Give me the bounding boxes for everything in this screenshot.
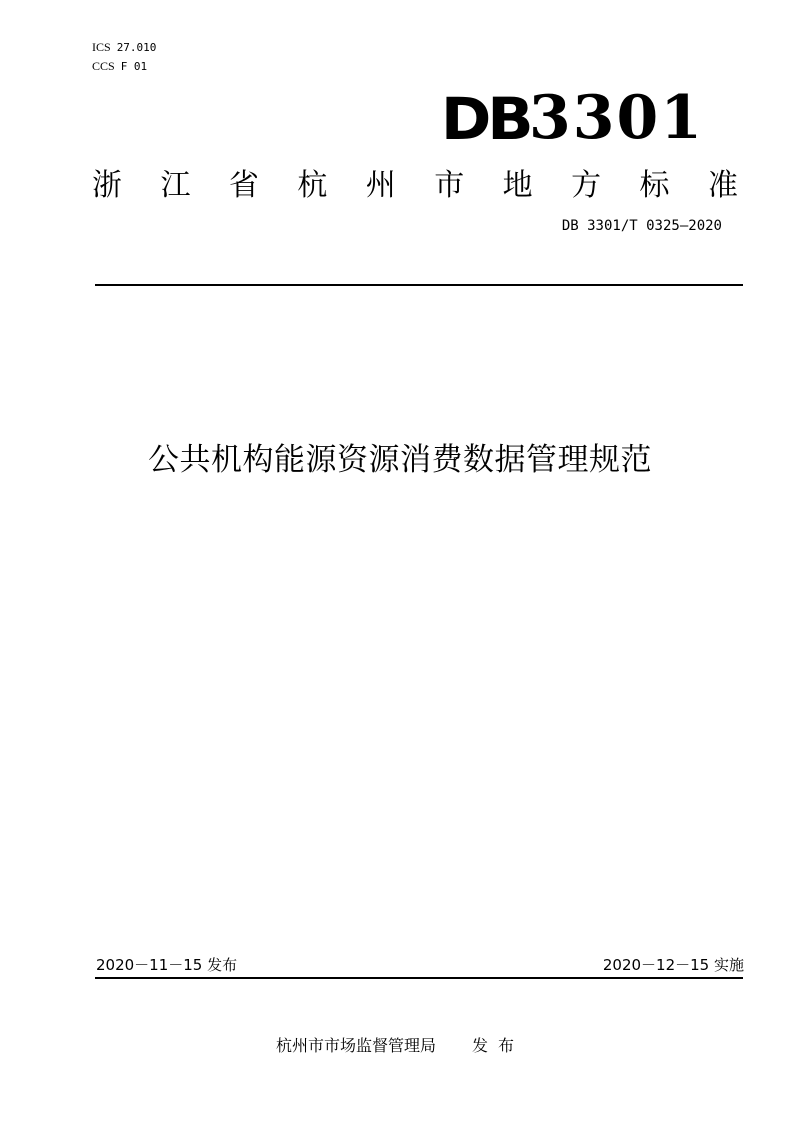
classification-block (92, 38, 156, 76)
issuer-name: 杭州市市场监督管理局 (275, 1036, 436, 1055)
standard-type-char: 浙 (92, 168, 122, 203)
standard-number: DB 3301/T 0325—2020 (561, 218, 722, 234)
standard-type-char: 州 (365, 168, 396, 203)
ccs-line (92, 57, 156, 76)
ccs-label: CCS (92, 59, 115, 73)
standard-type-char: 方 (571, 168, 602, 203)
ics-value: 27.010 (116, 41, 157, 54)
standard-type-char: 市 (434, 168, 465, 203)
standard-type-char: 准 (707, 168, 738, 203)
standard-type-heading (92, 168, 738, 204)
db-logo-code: 3301 (529, 83, 704, 153)
document-title: 公共机构能源资源消费数据管理规范 (148, 442, 652, 478)
top-divider (95, 284, 743, 286)
bottom-divider (95, 977, 743, 979)
ccs-value: F 01 (120, 60, 148, 73)
issue-date: 2020－11－15 发布 (96, 956, 238, 974)
standard-type-char: 标 (639, 168, 670, 203)
issuer-action: 发布 (472, 1036, 525, 1055)
db-logo-letters: DB (440, 85, 530, 153)
standard-type-char: 地 (502, 168, 533, 203)
ics-line (92, 38, 156, 57)
standard-type-char: 江 (160, 168, 191, 203)
ics-label: ICS (92, 40, 111, 54)
implementation-date: 2020－12－15 实施 (602, 956, 744, 974)
standard-type-char: 省 (228, 168, 259, 203)
standard-type-char: 杭 (297, 168, 328, 203)
db-logo (440, 78, 704, 153)
issuer-line (0, 1033, 800, 1056)
